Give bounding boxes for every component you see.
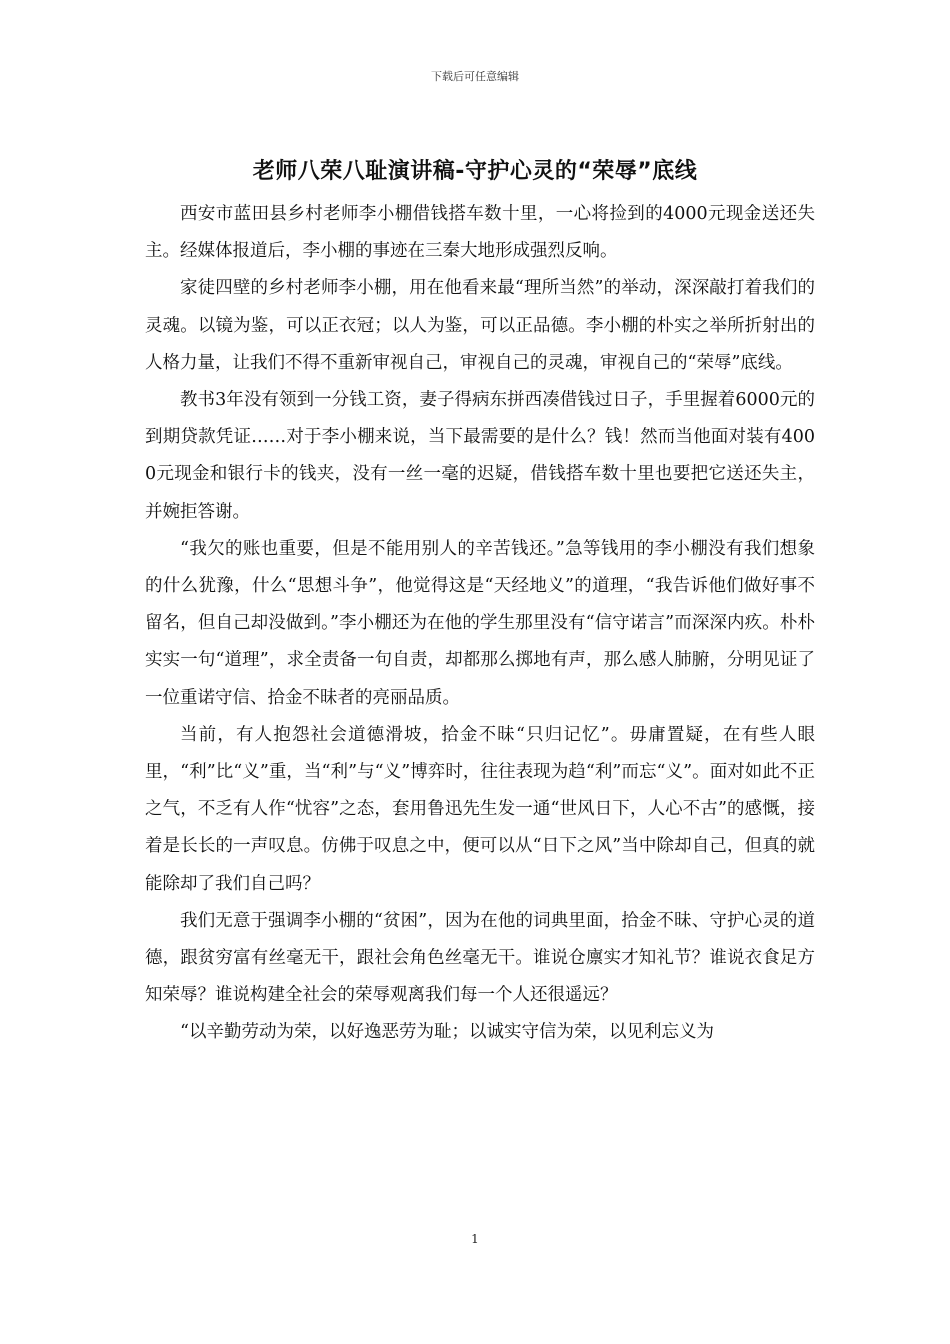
paragraph: 教书3年没有领到一分钱工资，妻子得病东拼西凑借钱过日子，手里握着6000元的到期贷款凭证……对于李小棚来说，当下最需要的是什么？钱！然而当他面对装有4000元现金和银行卡的钱夹，没有一丝一毫的迟疑，借钱搭车数十里也要把它送还失主，并婉拒答谢。 bbox=[145, 390, 815, 522]
paragraph: 家徒四壁的乡村老师李小棚，用在他看来最“理所当然”的举动，深深敲打着我们的灵魂。以镜为鉴，可以正衣冠；以人为鉴，可以正品德。李小棚的朴实之举所折射出的人格力量，让我们不得不重新审视自己，审视自己的灵魂，审视自己的“荣辱”底线。 bbox=[145, 278, 815, 373]
document-body bbox=[145, 196, 815, 1052]
paragraph: “我欠的账也重要，但是不能用别人的辛苦钱还。”急等钱用的李小棚没有我们想象的什么犹豫，什么“思想斗争”，他觉得这是“天经地义”的道理，“我告诉他们做好事不留名，但自己却没做到。”李小棚还为在他的学生那里没有“信守诺言”而深深内疚。朴朴实实一句“道理”，求全责备一句自责，却都那么掷地有声，那么感人肺腑，分明见证了一位重诺守信、拾金不昧者的亮丽品质。 bbox=[145, 538, 815, 708]
paragraph: 我们无意于强调李小棚的“贫困”，因为在他的词典里面，拾金不昧、守护心灵的道德，跟贫穷富有丝毫无干，跟社会角色丝毫无干。谁说仓廪实才知礼节？谁说衣食足方知荣辱？谁说构建全社会的荣辱观离我们每一个人还很遥远？ bbox=[145, 910, 815, 1006]
paragraph: 当前，有人抱怨社会道德滑坡，拾金不昧“只归记忆”。毋庸置疑，在有些人眼里，“利”比“义”重，当“利”与“义”博弈时，往往表现为趋“利”而忘“义”。面对如此不正之气，不乏有人作“忧容”之态，套用鲁迅先生发一通“世风日下，人心不古”的感慨，接着是长长的一声叹息。仿佛于叹息之中，便可以从“日下之风”当中除却自己，但真的就能除却了我们自己吗？ bbox=[145, 724, 815, 894]
page-number: 1 bbox=[471, 1232, 479, 1246]
paragraph: “以辛勤劳动为荣，以好逸恶劳为耻；以诚实守信为荣，以见利忘义为 bbox=[180, 1022, 714, 1043]
document-title: 老师八荣八耻演讲稿-守护心灵的“荣辱”底线 bbox=[252, 159, 698, 184]
paragraph: 西安市蓝田县乡村老师李小棚借钱搭车数十里，一心将捡到的4000元现金送还失主。经媒体报道后，李小棚的事迹在三秦大地形成强烈反响。 bbox=[145, 204, 815, 262]
header-note: 下载后可任意编辑 bbox=[431, 70, 519, 83]
